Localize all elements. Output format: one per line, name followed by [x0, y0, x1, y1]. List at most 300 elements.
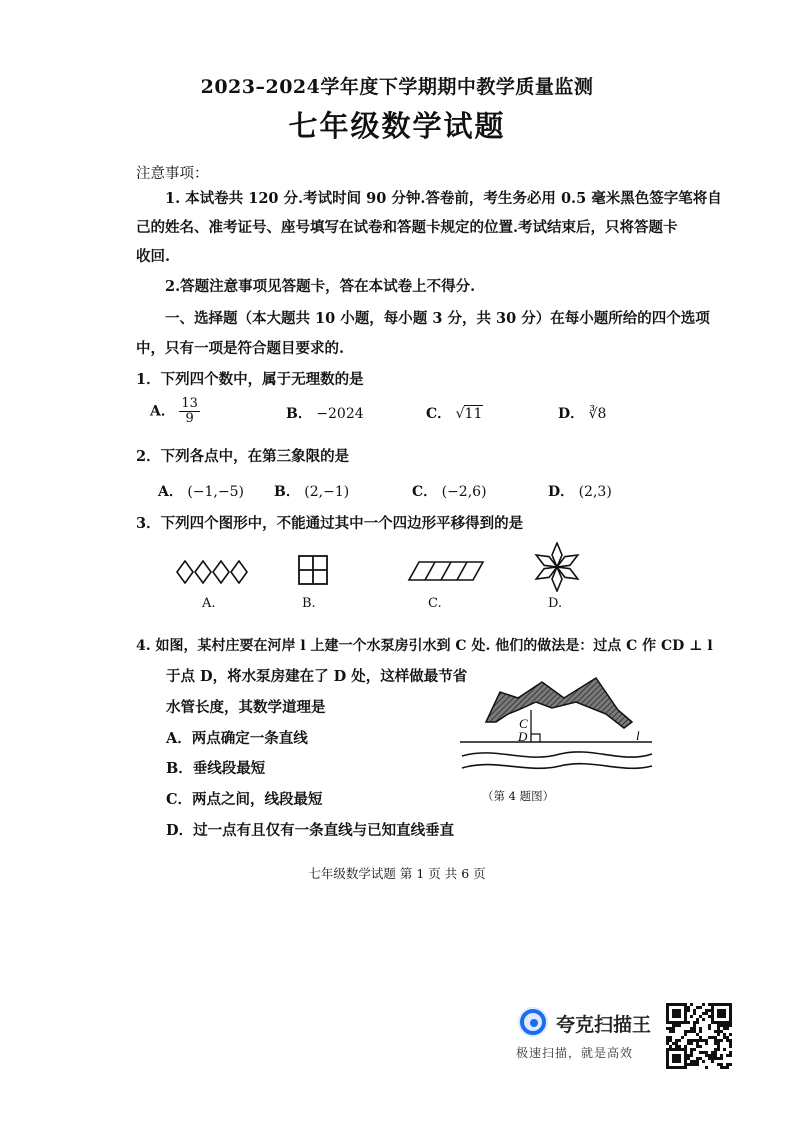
river-wave-2 [462, 764, 652, 769]
qr-module [702, 1012, 705, 1015]
qr-module [666, 1003, 669, 1006]
qr-module [699, 1057, 702, 1060]
qr-module [729, 1054, 732, 1057]
watermark-brand-name: 夸克扫描王 [556, 1014, 652, 1036]
qr-module [690, 1063, 693, 1066]
qr-module [672, 1054, 675, 1057]
qr-module [717, 1048, 720, 1051]
qr-module [684, 1030, 687, 1033]
qr-module [726, 1036, 729, 1039]
qr-module [687, 1042, 690, 1045]
qr-module [678, 1048, 681, 1051]
qr-module [702, 1060, 705, 1063]
qr-module [714, 1039, 717, 1042]
qr-module [717, 1033, 720, 1036]
qr-module [711, 1054, 714, 1057]
qr-module [678, 1012, 681, 1015]
q2-option-c [412, 481, 487, 501]
qr-module [666, 1039, 669, 1042]
qr-module [729, 1009, 732, 1012]
qr-module [672, 1027, 675, 1030]
qr-module [729, 1012, 732, 1015]
q3-stem: 3．下列四个图形中，不能通过其中一个四边形平移得到的是 [136, 515, 524, 532]
qr-module [705, 1066, 708, 1069]
qr-module [675, 1015, 678, 1018]
qr-module [681, 1066, 684, 1069]
qr-module [684, 1063, 687, 1066]
qr-module [693, 1009, 696, 1012]
qr-module [729, 1039, 732, 1042]
q3-figure-a-rhombus-1 [177, 561, 193, 583]
qr-module [699, 1027, 702, 1030]
qr-module [687, 1021, 690, 1024]
qr-module [714, 1054, 717, 1057]
qr-module [699, 1036, 702, 1039]
qr-module [693, 1012, 696, 1015]
qr-module [678, 1039, 681, 1042]
q1-option-c-radicand: 11 [464, 406, 483, 422]
qr-module [690, 1039, 693, 1042]
qr-module [696, 1060, 699, 1063]
qr-module [669, 1039, 672, 1042]
qr-module [684, 1054, 687, 1057]
qr-module [675, 1009, 678, 1012]
qr-module [666, 1048, 669, 1051]
qr-module [729, 1015, 732, 1018]
qr-module [672, 1057, 675, 1060]
qr-module [666, 1066, 669, 1069]
qr-module [720, 1063, 723, 1066]
qr-module [666, 1063, 669, 1066]
qr-module [684, 1018, 687, 1021]
qr-module [711, 1060, 714, 1063]
q4-option-c: C．两点之间，线段最短 [166, 791, 323, 808]
qr-module [666, 1015, 669, 1018]
qr-module [687, 1063, 690, 1066]
q1-option-a-fraction [179, 397, 200, 426]
qr-module [708, 1057, 711, 1060]
qr-module [672, 1042, 675, 1045]
qr-module [690, 1003, 693, 1006]
qr-module [723, 1003, 726, 1006]
qr-module [672, 1021, 675, 1024]
qr-module [678, 1054, 681, 1057]
qr-module [729, 1018, 732, 1021]
qr-module [726, 1039, 729, 1042]
qr-module [711, 1057, 714, 1060]
qr-module [669, 1048, 672, 1051]
qr-module [696, 1063, 699, 1066]
q2-option-d-label: D． [548, 484, 575, 500]
qr-module [675, 1003, 678, 1006]
q3-figure-b [297, 554, 329, 586]
qr-module [714, 1048, 717, 1051]
qr-module [699, 1051, 702, 1054]
q1-option-a-numerator: 13 [181, 396, 198, 411]
qr-module [693, 1063, 696, 1066]
qr-module [729, 1042, 732, 1045]
qr-module [717, 1024, 720, 1027]
qr-module [699, 1030, 702, 1033]
qr-module [699, 1006, 702, 1009]
q1-option-a [150, 397, 200, 426]
qr-module [684, 1021, 687, 1024]
qr-module [723, 1036, 726, 1039]
qr-module [693, 1060, 696, 1063]
exam-title: 2023–2024学年度下学期期中教学质量监测 [200, 76, 594, 98]
qr-module [726, 1027, 729, 1030]
exam-subtitle: 七年级数学试题 [288, 109, 506, 143]
qr-module [714, 1030, 717, 1033]
river-wave-1 [462, 752, 652, 757]
notice-item1-line1: 1. 本试卷共 120 分.考试时间 90 分钟.答卷前，考生务必用 0.5 毫米黑色签字笔将自 [165, 190, 722, 207]
qr-module [702, 1051, 705, 1054]
qr-module [723, 1012, 726, 1015]
qr-module [684, 1066, 687, 1069]
qr-module [720, 1057, 723, 1060]
qr-module [702, 1018, 705, 1021]
qr-module [720, 1009, 723, 1012]
qr-module [717, 1063, 720, 1066]
qr-module [726, 1066, 729, 1069]
qr-module [678, 1009, 681, 1012]
qr-module [714, 1051, 717, 1054]
q3-label-a: A. [202, 596, 216, 611]
qr-module [714, 1057, 717, 1060]
q1-option-b [286, 403, 364, 423]
qr-module [729, 1006, 732, 1009]
q3-label-c: C. [428, 596, 442, 611]
qr-module [678, 1045, 681, 1048]
q4-stem-line1: 4. 如图，某村庄要在河岸 l 上建一个水泵房引水到 C 处. 他们的做法是：过点 C 作 CD ⊥ l [136, 638, 713, 654]
qr-module [681, 1036, 684, 1039]
qr-module [711, 1018, 714, 1021]
qr-module [678, 1021, 681, 1024]
logo-center-dot [530, 1019, 538, 1027]
qr-module [672, 1024, 675, 1027]
qr-module [714, 1042, 717, 1045]
qr-module [711, 1006, 714, 1009]
qr-module [720, 1024, 723, 1027]
qr-module [675, 1021, 678, 1024]
q4-stem-line3: 水管长度，其数学道理是 [166, 699, 326, 716]
q3-figure-c-divider-2 [441, 562, 451, 580]
qr-module [717, 1030, 720, 1033]
qr-module [720, 1015, 723, 1018]
qr-module [705, 1042, 708, 1045]
qr-module [666, 1021, 669, 1024]
qr-module [669, 1021, 672, 1024]
section1-heading-line2: 中，只有一项是符合题目要求的. [136, 340, 345, 357]
qr-module [684, 1051, 687, 1054]
qr-module [723, 1024, 726, 1027]
qr-module [675, 1012, 678, 1015]
qr-module [690, 1060, 693, 1063]
q2-option-b [274, 481, 349, 501]
qr-module [666, 1060, 669, 1063]
qr-module [684, 1045, 687, 1048]
qr-module [666, 1051, 669, 1054]
qr-module [672, 1015, 675, 1018]
qr-module [666, 1009, 669, 1012]
qr-module [720, 1030, 723, 1033]
qr-module [711, 1003, 714, 1006]
qr-module [678, 1060, 681, 1063]
qr-module [675, 1045, 678, 1048]
q2-option-c-label: C． [412, 484, 438, 500]
qr-module [723, 1021, 726, 1024]
q3-figure-c [407, 560, 485, 582]
qr-module [708, 1024, 711, 1027]
qr-module [711, 1036, 714, 1039]
q1-option-d-label: D． [558, 406, 585, 422]
qr-module [693, 1039, 696, 1042]
qr-module [690, 1051, 693, 1054]
qr-module [678, 1015, 681, 1018]
qr-module [717, 1057, 720, 1060]
qr-module [714, 1021, 717, 1024]
qr-module [717, 1027, 720, 1030]
qr-module [675, 1024, 678, 1027]
q1-option-b-label: B． [286, 406, 312, 422]
qr-module [684, 1057, 687, 1060]
qr-module [693, 1027, 696, 1030]
qr-module [723, 1009, 726, 1012]
qr-module [690, 1042, 693, 1045]
qr-module [687, 1006, 690, 1009]
qr-module [696, 1045, 699, 1048]
q3-figure-a [176, 558, 248, 586]
point-d-label: D [518, 729, 528, 744]
qr-module [669, 1030, 672, 1033]
qr-module [723, 1015, 726, 1018]
q2-option-b-label: B． [274, 484, 300, 500]
qr-module [729, 1024, 732, 1027]
qr-module [693, 1021, 696, 1024]
qr-module [672, 1060, 675, 1063]
qr-module [672, 1003, 675, 1006]
q4-stem-line2: 于点 D，将水泵房建在了 D 处，这样做最节省 [166, 668, 468, 685]
qr-module [690, 1027, 693, 1030]
qr-module [666, 1042, 669, 1045]
qr-module [675, 1054, 678, 1057]
qr-module [666, 1057, 669, 1060]
qr-module [684, 1003, 687, 1006]
qr-module [690, 1054, 693, 1057]
qr-module [678, 1024, 681, 1027]
qr-module [666, 1054, 669, 1057]
qr-module [699, 1045, 702, 1048]
qr-module [726, 1021, 729, 1024]
qr-module [708, 1015, 711, 1018]
qr-module [729, 1033, 732, 1036]
qr-module [669, 1027, 672, 1030]
qr-module [705, 1012, 708, 1015]
qr-module [711, 1012, 714, 1015]
q4-option-b: B．垂线段最短 [166, 760, 266, 777]
qr-module [705, 1039, 708, 1042]
point-c-label: C [519, 716, 528, 731]
q3-figure-a-rhombus-4 [231, 561, 247, 583]
qr-module [693, 1048, 696, 1051]
qr-module [687, 1057, 690, 1060]
qr-module [687, 1030, 690, 1033]
qr-module [678, 1003, 681, 1006]
qr-module [717, 1003, 720, 1006]
qr-module [699, 1015, 702, 1018]
qr-module [678, 1066, 681, 1069]
qr-module [687, 1039, 690, 1042]
qr-module [720, 1003, 723, 1006]
qr-module [675, 1042, 678, 1045]
qr-module [726, 1054, 729, 1057]
qr-module [666, 1036, 669, 1039]
qr-module [684, 1015, 687, 1018]
qr-module [723, 1066, 726, 1069]
qr-module [720, 1012, 723, 1015]
quark-scanner-logo-icon [514, 1004, 552, 1040]
qr-module [723, 1033, 726, 1036]
qr-module [705, 1054, 708, 1057]
qr-module [729, 1003, 732, 1006]
qr-module [723, 1048, 726, 1051]
qr-module [729, 1051, 732, 1054]
q1-option-d-value: ∛8 [588, 406, 607, 422]
qr-module [666, 1012, 669, 1015]
qr-module [696, 1006, 699, 1009]
qr-module [672, 1009, 675, 1012]
qr-module [669, 1045, 672, 1048]
qr-module [672, 1012, 675, 1015]
q2-option-a [158, 481, 244, 501]
qr-module [720, 1066, 723, 1069]
qr-module [690, 1030, 693, 1033]
qr-module [711, 1021, 714, 1024]
q3-label-b: B. [302, 596, 316, 611]
q3-label-d: D. [548, 596, 563, 611]
qr-module [684, 1009, 687, 1012]
q2-option-d [548, 481, 612, 501]
qr-module [669, 1036, 672, 1039]
qr-module [711, 1051, 714, 1054]
qr-module [720, 1054, 723, 1057]
qr-module [705, 1051, 708, 1054]
qr-module [705, 1009, 708, 1012]
qr-module [666, 1018, 669, 1021]
q1-option-b-value: −2024 [316, 406, 364, 422]
q1-option-d [558, 403, 606, 423]
q3-figure-d-star [532, 542, 582, 592]
qr-module [702, 1003, 705, 1006]
qr-module [669, 1066, 672, 1069]
q4-option-a: A．两点确定一条直线 [166, 730, 308, 747]
qr-module [726, 1063, 729, 1066]
q1-option-a-denominator: 9 [185, 411, 194, 426]
qr-module [711, 1009, 714, 1012]
qr-module [684, 1033, 687, 1036]
q2-option-c-value: (−2,6) [441, 484, 487, 500]
qr-module [675, 1048, 678, 1051]
qr-module [675, 1039, 678, 1042]
q2-stem: 2．下列各点中，在第三象限的是 [136, 448, 350, 465]
q1-option-c-radical: √ [455, 406, 465, 422]
qr-module [726, 1003, 729, 1006]
qr-module [708, 1036, 711, 1039]
qr-module [684, 1006, 687, 1009]
qr-module [723, 1027, 726, 1030]
notice-heading: 注意事项： [136, 166, 209, 182]
qr-module [717, 1042, 720, 1045]
qr-module [720, 1039, 723, 1042]
qr-module [672, 1048, 675, 1051]
line-l-label: l [636, 728, 640, 743]
qr-module [687, 1054, 690, 1057]
qr-module [672, 1030, 675, 1033]
notice-item1-line2: 己的姓名、准考证号、座号填写在试卷和答题卡规定的位置.考试结束后，只将答题卡 [136, 219, 678, 236]
qr-module [672, 1066, 675, 1069]
qr-module [666, 1006, 669, 1009]
qr-module [684, 1012, 687, 1015]
notice-item2: 2.答题注意事项见答题卡，答在本试卷上不得分. [165, 278, 476, 295]
qr-module [696, 1033, 699, 1036]
q2-option-d-value: (2,3) [578, 484, 612, 500]
qr-module [729, 1045, 732, 1048]
qr-module [684, 1060, 687, 1063]
q3-figure-a-rhombus-3 [213, 561, 229, 583]
qr-module [711, 1015, 714, 1018]
qr-module [726, 1024, 729, 1027]
qr-module [702, 1039, 705, 1042]
qr-module [717, 1021, 720, 1024]
qr-module [696, 1039, 699, 1042]
q4-figure [456, 670, 656, 776]
q3-figure-c-divider-1 [425, 562, 435, 580]
qr-module [729, 1021, 732, 1024]
qr-module [708, 1009, 711, 1012]
qr-module [690, 1015, 693, 1018]
village-shape [486, 678, 632, 728]
qr-module [675, 1060, 678, 1063]
qr-module [708, 1054, 711, 1057]
qr-module [690, 1048, 693, 1051]
qr-module [717, 1009, 720, 1012]
right-angle-mark [531, 734, 540, 742]
qr-module [675, 1066, 678, 1069]
qr-module [678, 1057, 681, 1060]
q2-option-b-value: (2,−1) [304, 484, 350, 500]
qr-module [696, 1021, 699, 1024]
q3-figure-a-rhombus-2 [195, 561, 211, 583]
qr-module [708, 1027, 711, 1030]
section1-heading-line1: 一、选择题（本大题共 10 小题，每小题 3 分，共 30 分）在每小题所给的四个选项 [165, 310, 710, 327]
qr-module [693, 1030, 696, 1033]
qr-code-icon [666, 1003, 732, 1069]
qr-module [669, 1003, 672, 1006]
qr-module [717, 1045, 720, 1048]
q1-stem: 1．下列四个数中，属于无理数的是 [136, 371, 364, 388]
qr-module [720, 1021, 723, 1024]
q4-option-d: D．过一点有且仅有一条直线与已知直线垂直 [166, 822, 455, 839]
watermark-slogan: 极速扫描，就是高效 [516, 1046, 634, 1060]
q2-option-a-value: (−1,−5) [187, 484, 244, 500]
q4-figure-caption: （第 4 题图） [482, 789, 555, 803]
qr-module [714, 1003, 717, 1006]
qr-module [681, 1048, 684, 1051]
qr-module [717, 1039, 720, 1042]
qr-module [696, 1018, 699, 1021]
qr-module [681, 1021, 684, 1024]
q3-figure-c-divider-3 [457, 562, 467, 580]
